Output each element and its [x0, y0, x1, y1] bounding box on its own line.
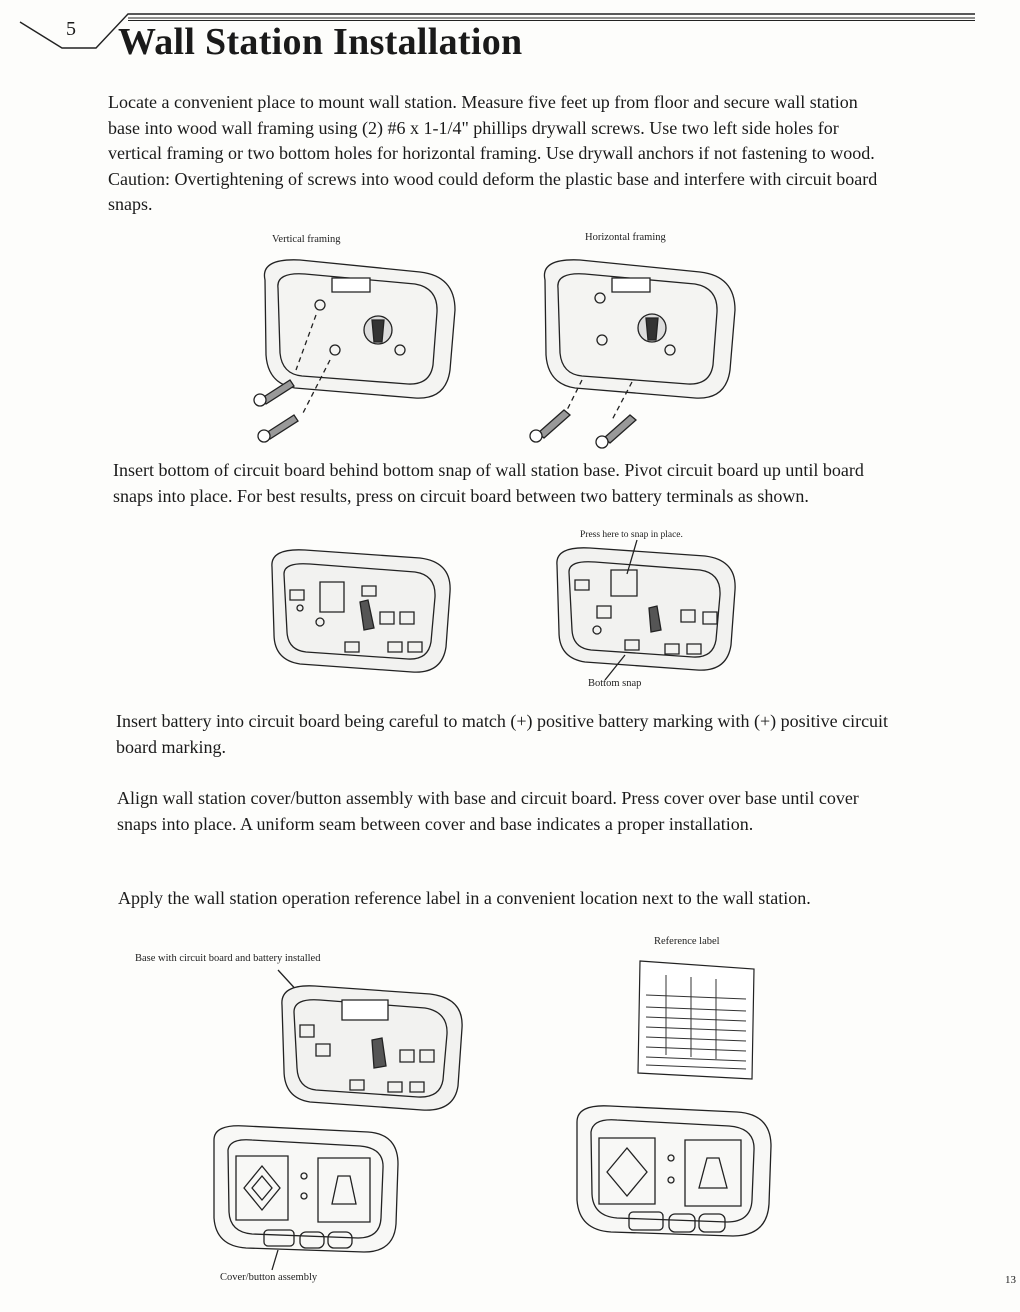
- caption-base-with-board: Base with circuit board and battery installed: [135, 953, 321, 964]
- caption-press-here: Press here to snap in place.: [580, 530, 683, 540]
- page-title: Wall Station Installation: [118, 21, 523, 63]
- page-number: 13: [1005, 1274, 1016, 1286]
- cover-assembly-figure: [200, 1120, 410, 1270]
- vertical-framing-figure: [240, 250, 480, 450]
- caption-vertical-framing: Vertical framing: [272, 234, 341, 245]
- reference-label-figure: [636, 955, 756, 1080]
- paragraph-circuit-board: Insert bottom of circuit board behind bottom snap of wall station base. Pivot circuit board up until board snaps into place. For best results, press on circuit board between two battery terminals as shown.: [113, 460, 864, 506]
- paragraph-cover: Align wall station cover/button assembly with base and circuit board. Press cover over base until cover snaps into place. A uniform seam between cover and base indicates a proper installation.: [117, 788, 859, 834]
- caption-bottom-snap: Bottom snap: [588, 678, 642, 689]
- section-number: 5: [66, 18, 76, 40]
- circuit-board-figure-1: [260, 542, 460, 682]
- paragraph-mounting: Locate a convenient place to mount wall station. Measure five feet up from floor and secure wall station base into wood wall framing using (2) #6 x 1-1/4" phillips drywall screws. Use two left side holes for vertical framing or two bottom holes for horizontal framing. Use drywall anchors if not fastening to wood. Caution: Overtightening of screws into wood could deform the plastic base and interfere with circuit board snaps.: [108, 92, 878, 214]
- caption-horizontal-framing: Horizontal framing: [585, 232, 666, 243]
- assembled-wall-station-figure: [565, 1100, 785, 1250]
- caption-reference-label: Reference label: [654, 936, 720, 947]
- paragraph-battery: Insert battery into circuit board being careful to match (+) positive battery marking with (+) positive circuit board marking.: [116, 711, 889, 757]
- paragraph-label: Apply the wall station operation reference label in a convenient location next to the wall station.: [118, 888, 811, 908]
- circuit-board-figure-2: [545, 540, 745, 680]
- caption-cover-assembly: Cover/button assembly: [220, 1272, 318, 1283]
- horizontal-framing-figure: [520, 250, 760, 450]
- base-with-board-figure: [270, 970, 470, 1120]
